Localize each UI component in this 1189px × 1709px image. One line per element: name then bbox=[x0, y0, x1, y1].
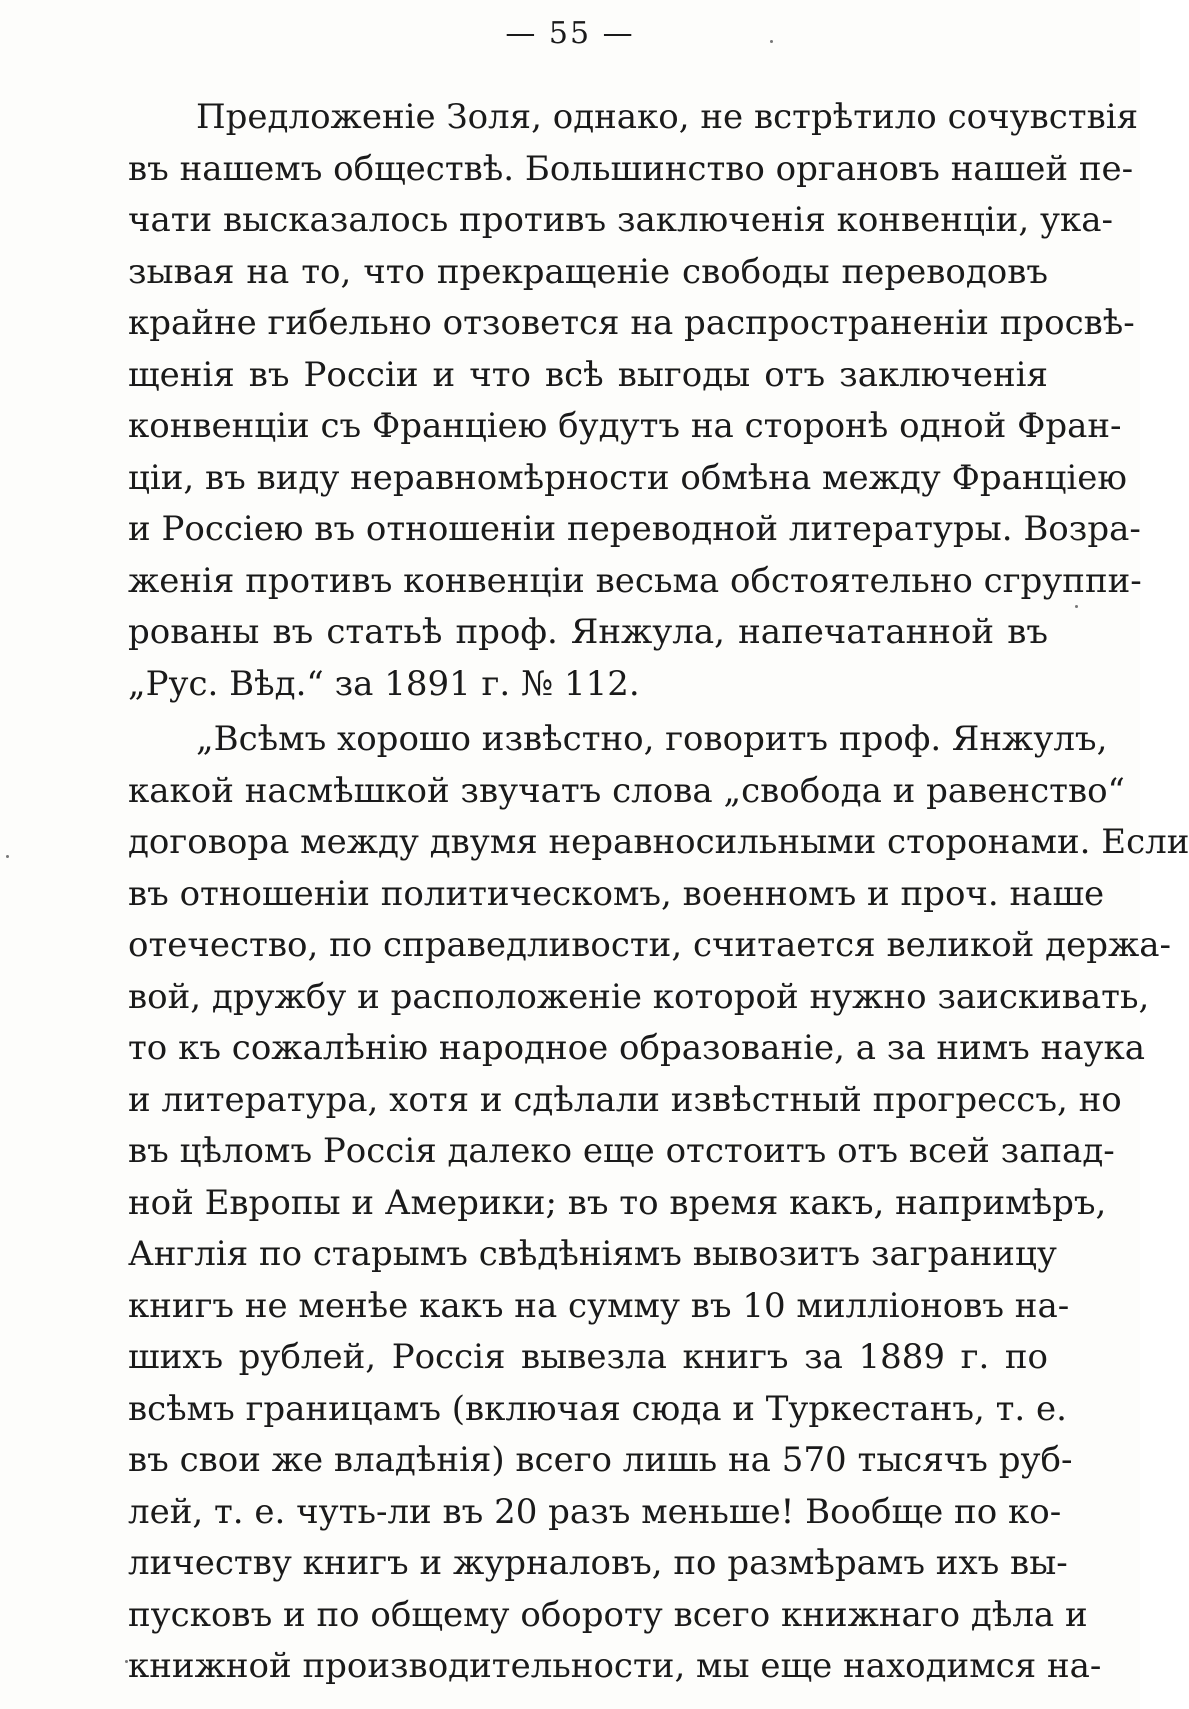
text-line: и Россіею въ отношеніи переводной литературы. Возра- bbox=[128, 509, 1141, 549]
text-line: крайне гибельно отзовется на распространеніи просвѣ- bbox=[128, 303, 1135, 343]
text-line: Англія по старымъ свѣдѣніямъ вывозитъ заграницу bbox=[128, 1234, 1057, 1274]
text-line: въ нашемъ обществѣ. Большинство органовъ нашей пе- bbox=[128, 148, 1134, 189]
text-line: всѣмъ границамъ (включая сюда и Туркестанъ, т. е. bbox=[128, 1388, 1067, 1429]
text-line: рованы въ статьѣ проф. Янжула, напечатанной въ bbox=[128, 612, 1048, 652]
text-line: вой, дружбу и расположеніе которой нужно заискивать, bbox=[128, 976, 1150, 1017]
text-line: отечество, по справедливости, считается великой держа- bbox=[128, 925, 1172, 965]
text-line: ціи, въ виду неравномѣрности обмѣна между Франціею bbox=[128, 457, 1127, 498]
scan-speck bbox=[1075, 605, 1078, 608]
text-line: въ отношеніи политическомъ, военномъ и проч. наше bbox=[128, 873, 1105, 914]
text-line: то къ сожалѣнію народное образованіе, а за нимъ наука bbox=[128, 1028, 1146, 1068]
scan-speck bbox=[770, 40, 773, 43]
text-line: книжной производительности, мы еще находимся на- bbox=[128, 1646, 1102, 1686]
text-line: чати высказалось противъ заключенія конвенціи, ука- bbox=[128, 200, 1113, 240]
text-line: ной Европы и Америки; въ то время какъ, напримѣръ, bbox=[128, 1182, 1107, 1223]
text-line: лей, т. е. чуть-ли въ 20 разъ меньше! Вообще по ко- bbox=[128, 1491, 1062, 1532]
text-line: личеству книгъ и журналовъ, по размѣрамъ ихъ вы- bbox=[128, 1543, 1068, 1583]
text-line: зывая на то, что прекращеніе свободы переводовъ bbox=[128, 251, 1048, 292]
text-line: въ цѣломъ Россія далеко еще отстоитъ отъ всей запад- bbox=[128, 1131, 1115, 1171]
text-line: „Рус. Вѣд.“ за 1891 г. № 112. bbox=[128, 663, 640, 704]
text-line: конвенціи съ Франціею будутъ на сторонѣ одной Фран- bbox=[128, 406, 1122, 446]
body-text bbox=[128, 92, 1189, 1693]
text-line: книгъ не менѣе какъ на сумму въ 10 милліоновъ на- bbox=[128, 1285, 1070, 1326]
text-line: щенія въ Россіи и что всѣ выгоды отъ заключенія bbox=[128, 354, 1048, 395]
scan-speck bbox=[125, 1660, 128, 1663]
text-line: шихъ рублей, Россія вывезла книгъ за 1889 г. по bbox=[128, 1337, 1048, 1377]
text-line: какой насмѣшкой звучатъ слова „свобода и равенство“ bbox=[128, 770, 1125, 811]
page-number: — 55 — bbox=[505, 16, 635, 51]
paragraph-2 bbox=[128, 714, 1189, 1693]
text-line: Предложеніе Золя, однако, не встрѣтило сочувствія bbox=[196, 97, 1139, 137]
scan-speck bbox=[6, 855, 9, 858]
text-line: въ свои же владѣнія) всего лишь на 570 тысячъ руб- bbox=[128, 1440, 1073, 1480]
text-line: женія противъ конвенціи весьма обстоятельно сгруппи- bbox=[128, 560, 1142, 601]
text-line: и литература, хотя и сдѣлали извѣстный прогрессъ, но bbox=[128, 1079, 1122, 1120]
text-line: „Всѣмъ хорошо извѣстно, говоритъ проф. Янжулъ, bbox=[196, 719, 1108, 759]
paragraph-1 bbox=[128, 92, 1142, 710]
text-line: пусковъ и по общему обороту всего книжнаго дѣла и bbox=[128, 1594, 1088, 1635]
text-line: договора между двумя неравносильными сторонами. Если bbox=[128, 822, 1189, 862]
